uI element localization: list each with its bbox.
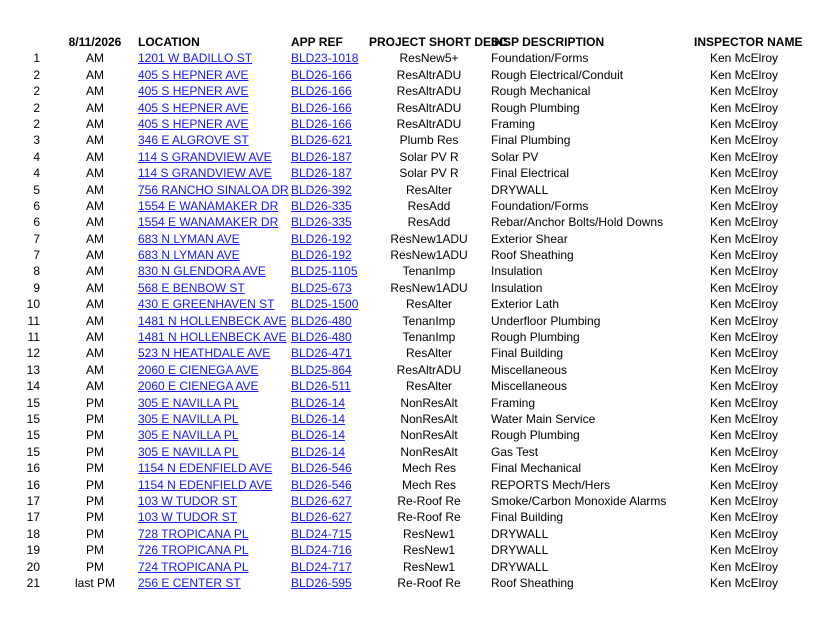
project-short-desc: ResNew1ADU xyxy=(390,280,468,295)
inspector-name: Ken McElroy xyxy=(710,510,779,525)
time-slot: AM xyxy=(86,166,104,181)
app-ref-link[interactable]: BLD26-14 xyxy=(291,444,346,459)
time-slot: AM xyxy=(86,84,104,99)
location-link[interactable]: 103 W TUDOR ST xyxy=(138,510,238,525)
time-slot: PM xyxy=(86,395,104,410)
location-link[interactable]: 1154 N EDENFIELD AVE xyxy=(138,461,273,476)
inspector-name: Ken McElroy xyxy=(710,444,779,459)
header-location: LOCATION xyxy=(138,35,200,49)
inspector-name: Ken McElroy xyxy=(710,379,779,394)
time-slot: AM xyxy=(86,198,104,213)
row-number: 6 xyxy=(33,215,40,230)
app-ref-link[interactable]: BLD26-187 xyxy=(291,149,352,164)
location-link[interactable]: 103 W TUDOR ST xyxy=(138,493,238,508)
location-link[interactable]: 114 S GRANDVIEW AVE xyxy=(138,149,272,164)
project-short-desc: ResAltrADU xyxy=(396,362,462,377)
time-slot: AM xyxy=(86,133,104,148)
project-short-desc: ResAltrADU xyxy=(396,84,462,99)
insp-description: Roof Sheathing xyxy=(491,575,574,590)
project-short-desc: ResNew1 xyxy=(402,559,456,574)
location-link[interactable]: 683 N LYMAN AVE xyxy=(138,248,240,263)
location-link[interactable]: 728 TROPICANA PL xyxy=(138,526,249,541)
inspector-name: Ken McElroy xyxy=(710,428,779,443)
app-ref-link[interactable]: BLD26-166 xyxy=(291,84,352,99)
time-slot: AM xyxy=(86,231,104,246)
insp-description: Insulation xyxy=(491,264,543,279)
time-slot: AM xyxy=(86,100,104,115)
insp-description: Roof Sheathing xyxy=(491,248,574,263)
header-date: 8/11/2026 xyxy=(68,35,122,49)
row-number: 18 xyxy=(26,526,40,541)
insp-description: Foundation/Forms xyxy=(491,198,589,213)
time-slot: PM xyxy=(86,428,104,443)
row-number: 16 xyxy=(26,461,40,476)
insp-description: DRYWALL xyxy=(491,543,549,558)
app-ref-link[interactable]: BLD26-621 xyxy=(291,133,352,148)
project-short-desc: NonResAlt xyxy=(400,411,458,426)
insp-description: Underfloor Plumbing xyxy=(491,313,601,328)
row-number: 11 xyxy=(27,313,40,328)
app-ref-link[interactable]: BLD26-392 xyxy=(291,182,352,197)
project-short-desc: Mech Res xyxy=(401,477,457,492)
insp-description: Rough Plumbing xyxy=(491,100,580,115)
time-slot: PM xyxy=(86,411,104,426)
inspector-name: Ken McElroy xyxy=(710,116,779,131)
location-link[interactable]: 1481 N HOLLENBECK AVE xyxy=(138,313,287,328)
location-link[interactable]: 756 RANCHO SINALOA DR xyxy=(138,182,289,197)
row-number: 15 xyxy=(26,411,40,426)
project-short-desc: Re-Roof Re xyxy=(397,575,461,590)
insp-description: Final Building xyxy=(491,510,564,525)
inspector-name: Ken McElroy xyxy=(710,575,779,590)
row-number: 7 xyxy=(33,231,40,246)
app-ref-link[interactable]: BLD26-335 xyxy=(291,215,352,230)
location-link[interactable]: 114 S GRANDVIEW AVE xyxy=(138,166,272,181)
row-number: 4 xyxy=(33,149,40,164)
row-number: 16 xyxy=(26,477,40,492)
inspector-name: Ken McElroy xyxy=(710,100,779,115)
insp-description: Solar PV xyxy=(491,149,539,164)
app-ref-link[interactable]: BLD25-864 xyxy=(291,362,352,377)
row-number: 15 xyxy=(26,444,40,459)
row-number: 2 xyxy=(33,67,40,82)
row-number: 10 xyxy=(26,297,40,312)
time-slot: PM xyxy=(86,526,104,541)
time-slot: AM xyxy=(86,280,104,295)
inspector-name: Ken McElroy xyxy=(710,493,779,508)
row-number: 14 xyxy=(26,379,40,394)
project-short-desc: ResNew1 xyxy=(402,543,456,558)
project-short-desc: ResNew1 xyxy=(402,526,456,541)
insp-description: Gas Test xyxy=(491,444,539,459)
app-ref-link[interactable]: BLD24-716 xyxy=(291,543,352,558)
inspector-name: Ken McElroy xyxy=(710,411,779,426)
insp-description: Final Plumbing xyxy=(491,133,571,148)
row-number: 15 xyxy=(26,428,40,443)
row-number: 12 xyxy=(26,346,40,361)
row-number: 5 xyxy=(33,182,40,197)
inspector-name: Ken McElroy xyxy=(710,84,779,99)
project-short-desc: Solar PV R xyxy=(399,166,459,181)
inspector-name: Ken McElroy xyxy=(710,313,779,328)
row-number: 3 xyxy=(33,133,40,148)
header-insp-description: INSP DESCRIPTION xyxy=(491,35,605,49)
location-link[interactable]: 305 E NAVILLA PL xyxy=(138,411,239,426)
location-link[interactable]: 405 S HEPNER AVE xyxy=(138,100,249,115)
insp-description: Rough Plumbing xyxy=(491,428,580,443)
time-slot: AM xyxy=(86,362,104,377)
location-link[interactable]: 305 E NAVILLA PL xyxy=(138,428,239,443)
row-number: 13 xyxy=(26,362,40,377)
row-number: 8 xyxy=(33,264,40,279)
inspector-name: Ken McElroy xyxy=(710,264,779,279)
insp-description: Smoke/Carbon Monoxide Alarms xyxy=(491,493,667,508)
project-short-desc: ResAlter xyxy=(405,346,452,361)
app-ref-link[interactable]: BLD26-192 xyxy=(291,248,352,263)
inspector-name: Ken McElroy xyxy=(710,477,779,492)
app-ref-link[interactable]: BLD26-14 xyxy=(291,395,346,410)
time-slot: AM xyxy=(86,297,104,312)
location-link[interactable]: 523 N HEATHDALE AVE xyxy=(138,346,271,361)
project-short-desc: TenanImp xyxy=(402,330,456,345)
location-link[interactable]: 726 TROPICANA PL xyxy=(138,543,249,558)
time-slot: AM xyxy=(86,379,104,394)
insp-description: Final Building xyxy=(491,346,564,361)
inspector-name: Ken McElroy xyxy=(710,51,779,66)
location-link[interactable]: 1554 E WANAMAKER DR xyxy=(138,215,279,230)
project-short-desc: Solar PV R xyxy=(399,149,459,164)
project-short-desc: NonResAlt xyxy=(400,444,458,459)
insp-description: DRYWALL xyxy=(491,526,549,541)
row-number: 4 xyxy=(33,166,40,181)
app-ref-link[interactable]: BLD26-546 xyxy=(291,461,352,476)
insp-description: Framing xyxy=(491,116,536,131)
location-link[interactable]: 405 S HEPNER AVE xyxy=(138,116,249,131)
inspector-name: Ken McElroy xyxy=(710,526,779,541)
app-ref-link[interactable]: BLD26-471 xyxy=(291,346,352,361)
app-ref-link[interactable]: BLD26-480 xyxy=(291,330,352,345)
project-short-desc: Plumb Res xyxy=(399,133,459,148)
time-slot: PM xyxy=(86,510,104,525)
row-number: 1 xyxy=(33,51,40,66)
app-ref-link[interactable]: BLD26-511 xyxy=(291,379,351,394)
time-slot: last PM xyxy=(74,575,115,590)
inspector-name: Ken McElroy xyxy=(710,166,779,181)
inspector-name: Ken McElroy xyxy=(710,297,779,312)
insp-description: Rough Plumbing xyxy=(491,330,580,345)
inspector-name: Ken McElroy xyxy=(710,330,779,345)
insp-description: Rebar/Anchor Bolts/Hold Downs xyxy=(491,215,664,230)
project-short-desc: Mech Res xyxy=(401,461,457,476)
header-project-short-desc: PROJECT SHORT DESC xyxy=(369,35,508,49)
location-link[interactable]: 683 N LYMAN AVE xyxy=(138,231,240,246)
insp-description: Rough Mechanical xyxy=(491,84,591,99)
inspector-name: Ken McElroy xyxy=(710,543,779,558)
app-ref-link[interactable]: BLD24-717 xyxy=(291,559,352,574)
project-short-desc: NonResAlt xyxy=(400,395,458,410)
time-slot: PM xyxy=(86,444,104,459)
row-number: 17 xyxy=(26,493,40,508)
app-ref-link[interactable]: BLD26-166 xyxy=(291,67,352,82)
row-number: 15 xyxy=(26,395,40,410)
time-slot: AM xyxy=(86,248,104,263)
time-slot: AM xyxy=(86,67,104,82)
insp-description: DRYWALL xyxy=(491,182,549,197)
insp-description: Water Main Service xyxy=(491,411,596,426)
time-slot: PM xyxy=(86,559,104,574)
app-ref-link[interactable]: BLD26-546 xyxy=(291,477,352,492)
time-slot: PM xyxy=(86,493,104,508)
time-slot: AM xyxy=(86,330,104,345)
location-link[interactable]: 830 N GLENDORA AVE xyxy=(138,264,266,279)
location-link[interactable]: 405 S HEPNER AVE xyxy=(138,67,249,82)
app-ref-link[interactable]: BLD26-166 xyxy=(291,100,352,115)
time-slot: AM xyxy=(86,346,104,361)
app-ref-link[interactable]: BLD26-166 xyxy=(291,116,352,131)
row-number: 7 xyxy=(33,248,40,263)
location-link[interactable]: 2060 E CIENEGA AVE xyxy=(138,362,259,377)
app-ref-link[interactable]: BLD25-1500 xyxy=(291,297,359,312)
time-slot: PM xyxy=(86,461,104,476)
row-number: 11 xyxy=(27,330,40,345)
location-link[interactable]: 305 E NAVILLA PL xyxy=(138,444,239,459)
project-short-desc: ResAlter xyxy=(405,182,452,197)
header-inspector-name: INSPECTOR NAME xyxy=(694,35,803,49)
inspector-name: Ken McElroy xyxy=(710,280,779,295)
inspector-name: Ken McElroy xyxy=(710,395,779,410)
insp-description: DRYWALL xyxy=(491,559,549,574)
insp-description: Final Electrical xyxy=(491,166,570,181)
inspector-name: Ken McElroy xyxy=(710,346,779,361)
project-short-desc: TenanImp xyxy=(402,264,456,279)
project-short-desc: ResAlter xyxy=(405,379,452,394)
project-short-desc: ResAlter xyxy=(405,297,452,312)
app-ref-link[interactable]: BLD26-192 xyxy=(291,231,352,246)
row-number: 2 xyxy=(33,100,40,115)
time-slot: AM xyxy=(86,149,104,164)
project-short-desc: ResAltrADU xyxy=(396,116,462,131)
time-slot: PM xyxy=(86,543,104,558)
time-slot: AM xyxy=(86,313,104,328)
location-link[interactable]: 256 E CENTER ST xyxy=(138,575,241,590)
row-number: 2 xyxy=(33,84,40,99)
location-link[interactable]: 568 E BENBOW ST xyxy=(138,280,245,295)
app-ref-link[interactable]: BLD26-480 xyxy=(291,313,352,328)
location-link[interactable]: 346 E ALGROVE ST xyxy=(138,133,249,148)
inspector-name: Ken McElroy xyxy=(710,362,779,377)
insp-description: Foundation/Forms xyxy=(491,51,589,66)
time-slot: AM xyxy=(86,51,104,66)
time-slot: PM xyxy=(86,477,104,492)
location-link[interactable]: 1154 N EDENFIELD AVE xyxy=(138,477,273,492)
header-app-ref: APP REF xyxy=(291,35,343,49)
project-short-desc: Re-Roof Re xyxy=(397,493,461,508)
insp-description: REPORTS Mech/Hers xyxy=(491,477,611,492)
project-short-desc: TenanImp xyxy=(402,313,456,328)
project-short-desc: ResAdd xyxy=(407,198,451,213)
insp-description: Final Mechanical xyxy=(491,461,582,476)
row-number: 19 xyxy=(26,543,40,558)
app-ref-link[interactable]: BLD26-187 xyxy=(291,166,352,181)
inspector-name: Ken McElroy xyxy=(710,248,779,263)
insp-description: Exterior Shear xyxy=(491,231,568,246)
project-short-desc: ResNew5+ xyxy=(399,51,459,66)
insp-description: Rough Electrical/Conduit xyxy=(491,67,624,82)
app-ref-link[interactable]: BLD25-1105 xyxy=(291,264,358,279)
app-ref-link[interactable]: BLD23-1018 xyxy=(291,51,359,66)
row-number: 17 xyxy=(26,510,40,525)
inspector-name: Ken McElroy xyxy=(710,461,779,476)
insp-description: Miscellaneous xyxy=(491,362,568,377)
project-short-desc: ResNew1ADU xyxy=(390,231,468,246)
project-short-desc: ResAltrADU xyxy=(396,67,462,82)
insp-description: Exterior Lath xyxy=(491,297,560,312)
location-link[interactable]: 405 S HEPNER AVE xyxy=(138,84,249,99)
location-link[interactable]: 430 E GREENHAVEN ST xyxy=(138,297,275,312)
insp-description: Framing xyxy=(491,395,536,410)
project-short-desc: NonResAlt xyxy=(400,428,458,443)
location-link[interactable]: 2060 E CIENEGA AVE xyxy=(138,379,259,394)
location-link[interactable]: 724 TROPICANA PL xyxy=(138,559,249,574)
app-ref-link[interactable]: BLD26-627 xyxy=(291,493,352,508)
app-ref-link[interactable]: BLD25-673 xyxy=(291,280,352,295)
insp-description: Insulation xyxy=(491,280,543,295)
app-ref-link[interactable]: BLD24-715 xyxy=(291,526,352,541)
time-slot: AM xyxy=(86,215,104,230)
row-number: 9 xyxy=(33,280,40,295)
project-short-desc: Re-Roof Re xyxy=(397,510,461,525)
inspector-name: Ken McElroy xyxy=(710,182,779,197)
inspector-name: Ken McElroy xyxy=(710,67,779,82)
location-link[interactable]: 305 E NAVILLA PL xyxy=(138,395,239,410)
time-slot: AM xyxy=(86,264,104,279)
time-slot: AM xyxy=(86,182,104,197)
app-ref-link[interactable]: BLD26-335 xyxy=(291,198,352,213)
row-number: 6 xyxy=(33,198,40,213)
location-link[interactable]: 1481 N HOLLENBECK AVE xyxy=(138,330,287,345)
project-short-desc: ResAltrADU xyxy=(396,100,462,115)
row-number: 20 xyxy=(26,559,40,574)
inspector-name: Ken McElroy xyxy=(710,198,779,213)
app-ref-link[interactable]: BLD26-14 xyxy=(291,428,346,443)
row-number: 2 xyxy=(33,116,40,131)
app-ref-link[interactable]: BLD26-14 xyxy=(291,411,346,426)
time-slot: AM xyxy=(86,116,104,131)
location-link[interactable]: 1554 E WANAMAKER DR xyxy=(138,198,279,213)
inspector-name: Ken McElroy xyxy=(710,215,779,230)
inspector-name: Ken McElroy xyxy=(710,231,779,246)
inspector-name: Ken McElroy xyxy=(710,133,779,148)
row-number: 21 xyxy=(26,575,40,590)
insp-description: Miscellaneous xyxy=(491,379,568,394)
app-ref-link[interactable]: BLD26-595 xyxy=(291,575,352,590)
inspector-name: Ken McElroy xyxy=(710,149,779,164)
project-short-desc: ResNew1ADU xyxy=(390,248,468,263)
location-link[interactable]: 1201 W BADILLO ST xyxy=(138,51,253,66)
app-ref-link[interactable]: BLD26-627 xyxy=(291,510,352,525)
project-short-desc: ResAdd xyxy=(407,215,451,230)
inspector-name: Ken McElroy xyxy=(710,559,779,574)
